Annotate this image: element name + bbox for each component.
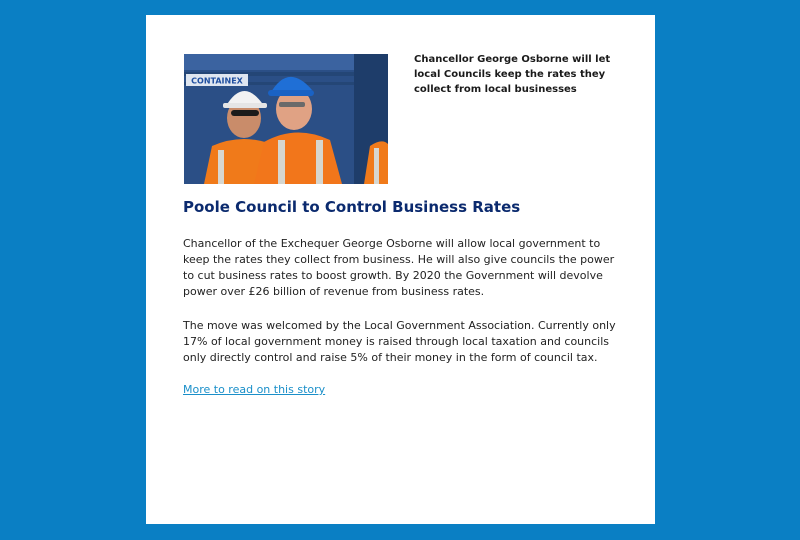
article-paragraph-2: The move was welcomed by the Local Government Association. Currently only 17% of local government money is raised through local taxation and councils only directly control and raise 5% of their money in the form of council tax. <box>183 319 616 364</box>
article-paragraph-1: Chancellor of the Exchequer George Osborne will allow local government to keep the rates they collect from business. He will also give councils the power to cut business rates to boost growth. By 2020 the Government will devolve power over £26 billion of revenue from business rates. <box>183 237 615 298</box>
article-photo <box>184 54 388 184</box>
article-card <box>146 15 655 524</box>
image-caption: Chancellor George Osborne will let local Councils keep the rates they collect from local businesses <box>414 54 611 95</box>
photo-sign-text: CONTAINEX <box>191 76 243 86</box>
more-to-read-link[interactable]: More to read on this story <box>183 383 326 396</box>
article-title: Poole Council to Control Business Rates <box>183 198 521 216</box>
